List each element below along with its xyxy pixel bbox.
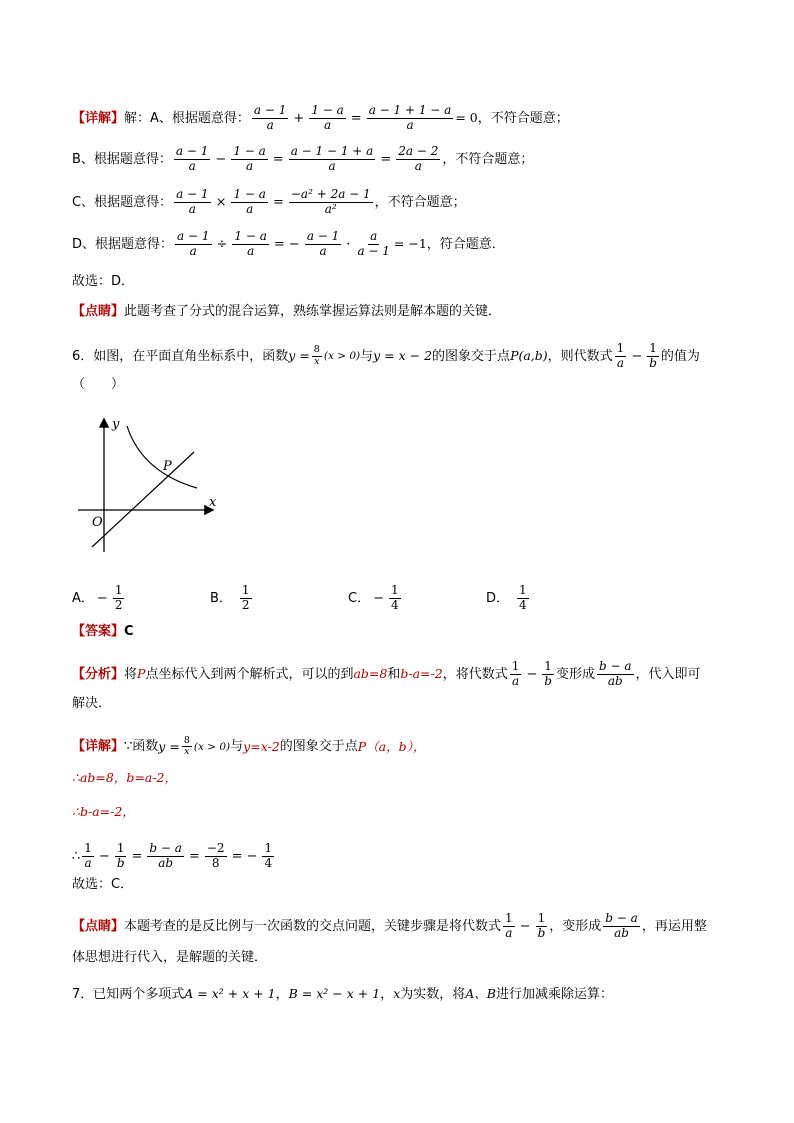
linear-function-line <box>92 452 194 547</box>
q6-stem-line: 6．如图，在平面直角坐标系中，函数 y = $\frac{8}{x}$ (x > 0) 与 y = x − 2 的图象交于点 P(a,b) ，则代数式 $\frac{1}{a}$ − $\frac{1}{b}$ 的值为 <box>72 341 700 370</box>
fraction: $\frac{1 - a}{a}$ <box>234 229 267 258</box>
q6-analysis-line2: 解决． <box>72 696 112 711</box>
stem-text: 与 <box>360 348 374 364</box>
domain-condition: (x > 0) <box>323 350 361 363</box>
q6-analysis-line: 【分析】 将 P 点坐标代入到两个解析式，可以的到 ab=8 和 b-a=-2 ，将代数式 $\frac{1}{a}$ − $\frac{1}{b}$ 变形成 $\frac{b - a}{ab}$ ，代入即可 <box>72 659 701 688</box>
detail-tag: 【详解】 <box>72 739 125 755</box>
option-d-lead: D、根据题意得： <box>72 236 174 252</box>
option-c[interactable]: C． − $\frac{1}{4}$ <box>348 583 399 612</box>
stem-text: 6．如图，在平面直角坐标系中，函数 <box>72 348 289 364</box>
comment-tag: 【点睛】 <box>72 304 125 319</box>
q6-step1: ∴ab=8，b=a-2， <box>72 770 177 785</box>
fraction: $\frac{a - 1 - 1 + a}{a}$ <box>290 144 374 173</box>
fraction: $\frac{1 - a}{a}$ <box>311 103 344 132</box>
q6-options-line <box>72 584 734 613</box>
option-d[interactable]: D． $\frac{1}{4}$ <box>486 583 527 612</box>
fraction: $\frac{a}{a - 1}$ <box>357 229 390 258</box>
q6-comment-line: 【点睛】 本题考查的是反比例与一次函数的交点问题，关键步骤是将代数式 $\frac{1}{a}$ − $\frac{1}{b}$ ，变形成 $\frac{b - a}{ab}$ ，再运用整 <box>72 911 707 940</box>
line-equation: y = x − 2 <box>373 348 433 364</box>
stem-text: 的值为 <box>660 348 700 364</box>
fraction: $\frac{1}{b}$ <box>544 659 552 688</box>
result: = 0 <box>455 110 478 126</box>
fraction: $\frac{1}{a}$ <box>616 341 625 370</box>
fraction: $\frac{8}{x}$ <box>313 344 320 367</box>
origin-label: O <box>92 515 103 530</box>
hyperbola-curve <box>127 426 197 488</box>
fraction: $\frac{a - 1 + 1 - a}{a}$ <box>368 103 452 132</box>
q6-comment-line2: 体思想进行代入，是解题的关键． <box>72 950 268 965</box>
fraction: $\frac{1}{b}$ <box>649 341 657 370</box>
verdict: ，符合题意． <box>426 236 505 252</box>
verdict: ，不符合题意； <box>442 151 534 167</box>
q5-detail-a-line: 【详解】 解：A、根据题意得： $\frac{a - 1}{a}$ + $\frac{1 - a}{a}$ = $\frac{a - 1 + 1 - a}{a}$ = 0 ，不符合题意； <box>72 103 569 132</box>
comment-tag: 【点睛】 <box>72 918 125 934</box>
point-label: P(a,b) <box>510 348 548 364</box>
fraction: $\frac{a - 1}{a}$ <box>253 103 287 132</box>
result: = −1 <box>393 236 427 252</box>
fraction: $\frac{a - 1}{a}$ <box>176 187 209 216</box>
q5-detail-c-line: C、根据题意得： $\frac{a - 1}{a}$ × $\frac{1 - a}{a}$ = $\frac{\text{−a² + 2a − 1}}{\text{a²}}$ ，不符合题意； <box>72 187 466 216</box>
q6-choice-line: 故选：C． <box>72 877 134 892</box>
detail-tag: 【详解】 <box>72 110 125 126</box>
q5-detail-b-line: B、根据题意得： $\frac{a - 1}{a}$ − $\frac{1 - a}{a}$ = $\frac{a - 1 - 1 + a}{a}$ = $\frac{2a - 2}{a}$ ，不符合题意； <box>72 144 534 173</box>
analysis-tag: 【分析】 <box>72 666 125 682</box>
option-a[interactable]: A． − $\frac{1}{2}$ <box>72 583 123 612</box>
fraction: $\frac{a - 1}{a}$ <box>175 144 209 173</box>
q5-comment-line <box>72 305 734 318</box>
detail-intro: 解：A、根据题意得： <box>124 110 250 126</box>
answer-tag: 【答案】 <box>72 624 125 639</box>
q6-step3: ∴ $\frac{1}{a}$ − $\frac{1}{b}$ = $\frac{b - a}{ab}$ = $\frac{-2}{8}$ = − $\frac{1}{4}$ <box>72 841 273 870</box>
y-axis-label: y <box>112 417 120 432</box>
comment-text: 此题考查了分式的混合运算，熟练掌握运算法则是解本题的关键． <box>124 304 502 319</box>
function-y: y = <box>288 348 310 364</box>
fraction: $\frac{a - 1}{a}$ <box>306 229 340 258</box>
stem-text: ，则代数式 <box>547 348 613 364</box>
point-p-label: P <box>163 459 172 474</box>
q7-stem-line: 7．已知两个多项式 A = x² + x + 1 ， B = x² − x + 1 ， x 为实数，将 A、B 进行加减乘除运算： <box>72 986 613 1002</box>
q5-detail-d-line: D、根据题意得： $\frac{a - 1}{a}$ ÷ $\frac{1 - a}{a}$ = − $\frac{a - 1}{a}$ · $\frac{a}{a - 1}$ = −1 ，符合题意． <box>72 229 505 258</box>
x-axis-label: x <box>209 495 217 510</box>
fraction: $\frac{a - 1}{a}$ <box>177 229 210 258</box>
option-b-lead: B、根据题意得： <box>72 151 172 167</box>
q6-answer-line <box>72 625 734 638</box>
q6-paren-line <box>72 378 734 391</box>
q5-choice-line <box>72 275 734 288</box>
fraction: $\frac{1 - a}{a}$ <box>233 144 266 173</box>
fraction: $\frac{2a - 2}{a}$ <box>398 144 439 173</box>
q6-detail-line: 【详解】 ∵函数 y = $\frac{8}{x}$ (x > 0) 与 y=x-2 的图象交于点 P（a，b）， <box>72 735 426 758</box>
answer-value: C <box>124 624 134 639</box>
fraction: $\frac{b - a}{ab}$ <box>598 659 632 688</box>
fraction: $\frac{\text{−a² + 2a − 1}}{\text{a²}}$ <box>290 187 371 216</box>
coordinate-graph <box>72 412 232 562</box>
option-b[interactable]: B． $\frac{1}{2}$ <box>210 583 250 612</box>
option-c-lead: C、根据题意得： <box>72 194 173 210</box>
verdict: ，不符合题意； <box>374 194 466 210</box>
q6-step2: ∴b-a=-2， <box>72 804 135 819</box>
verdict: ，不符合题意； <box>477 110 569 126</box>
fraction: $\frac{1}{a}$ <box>511 659 520 688</box>
answer-paren: （ ） <box>72 377 125 392</box>
choice-text: 故选：D． <box>72 274 135 289</box>
fraction: $\frac{1 - a}{a}$ <box>233 187 266 216</box>
stem-text: 的图象交于点 <box>432 348 511 364</box>
